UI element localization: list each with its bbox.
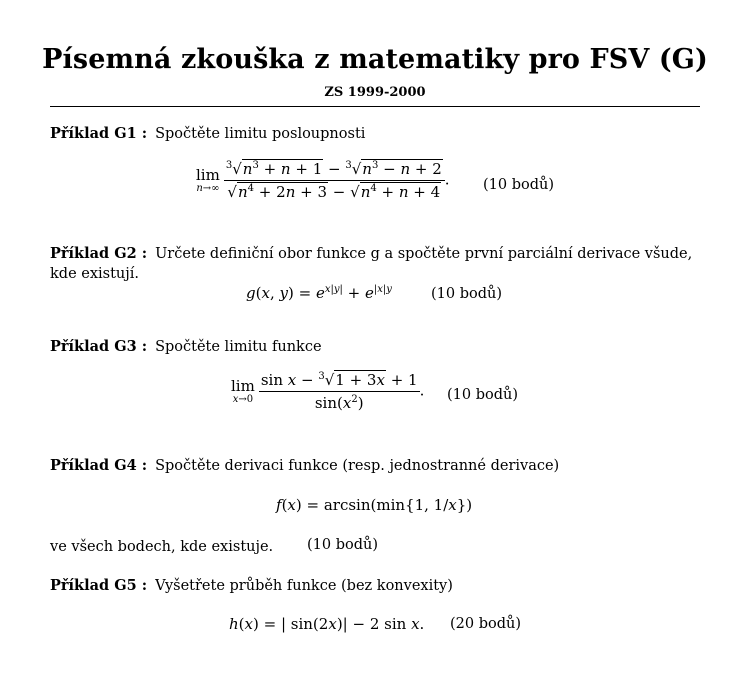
problem-label: Příklad G1 : — [50, 125, 148, 142]
header-divider — [50, 106, 700, 107]
problem-g4 — [50, 456, 700, 476]
formula-g3: lim x→0 $\frac{\sin x - ^3√1 + 3x + 1}{\sin(x^2)}$ . — [231, 371, 425, 412]
points-g5: (20 bodů) — [450, 616, 522, 632]
problem-after-text: ve všech bodech, kde existuje. — [50, 539, 274, 555]
problem-g3 — [50, 337, 700, 357]
problem-g1 — [50, 124, 700, 144]
page-title: Písemná zkouška z matematiky pro FSV (G) — [42, 44, 708, 75]
problem-text: Vyšetřete průběh funkce (bez konvexity) — [155, 578, 453, 594]
formula-g5: h(x) = | sin(2x)| − 2 sin x. — [229, 615, 425, 633]
points-g1: (10 bodů) — [483, 177, 555, 193]
problem-g5 — [50, 576, 700, 596]
problem-text: Spočtěte limitu posloupnosti — [155, 126, 366, 142]
problem-label: Příklad G4 : — [50, 457, 148, 474]
points-g4: (10 bodů) — [307, 537, 379, 553]
points-g3: (10 bodů) — [447, 387, 519, 403]
problem-label: Příklad G2 : — [50, 245, 148, 262]
problem-g2 — [50, 244, 700, 284]
problem-text: Spočtěte derivaci funkce (resp. jednostranné derivace) — [155, 458, 560, 474]
formula-g1: lim n→∞ $\frac{^3√n^3 + n + 1 - ^3√n^3 - n + 2}{√n^4 + 2n + 3 - √n^4 + n + 4}$ . — [196, 160, 450, 201]
problem-label: Příklad G3 : — [50, 338, 148, 355]
problem-label: Příklad G5 : — [50, 577, 148, 594]
points-g2: (10 bodů) — [431, 286, 503, 302]
formula-g2: g(x, $y) = e^{x|y|} + e^{|x|y}$ — [246, 284, 392, 302]
page-subtitle: ZS 1999-2000 — [324, 85, 426, 100]
problem-text: Spočtěte limitu funkce — [155, 339, 322, 355]
formula-g4: f(x) = arcsin(min{1, 1/x}) — [276, 496, 473, 514]
problem-text: Určete definiční obor funkce g a spočtěte první parciální derivace všude, kde existují. — [50, 246, 693, 282]
